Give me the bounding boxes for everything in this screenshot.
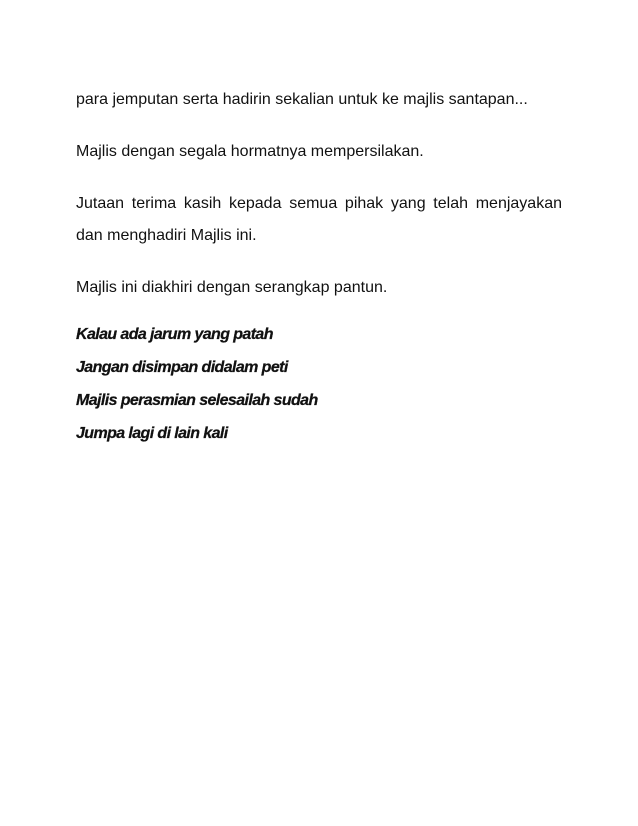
pantun-line: Kalau ada jarum yang patah — [76, 326, 273, 343]
document-body — [76, 84, 562, 450]
paragraph-thanks: Jutaan terima kasih kepada semua pihak yang telah menjayakan dan menghadiri Majlis ini. — [76, 195, 562, 244]
pantun-line: Jumpa lagi di lain kali — [76, 425, 228, 442]
pantun-verse — [76, 318, 562, 450]
pantun-line: Jangan disimpan didalam peti — [76, 359, 288, 376]
paragraph-closing: Majlis ini diakhiri dengan serangkap pantun. — [76, 279, 388, 296]
pantun-line: Majlis perasmian selesailah sudah — [76, 392, 318, 409]
paragraph-welcome: Majlis dengan segala hormatnya mempersilakan. — [76, 143, 424, 160]
paragraph-invitation: para jemputan serta hadirin sekalian untuk ke majlis santapan... — [76, 91, 528, 108]
